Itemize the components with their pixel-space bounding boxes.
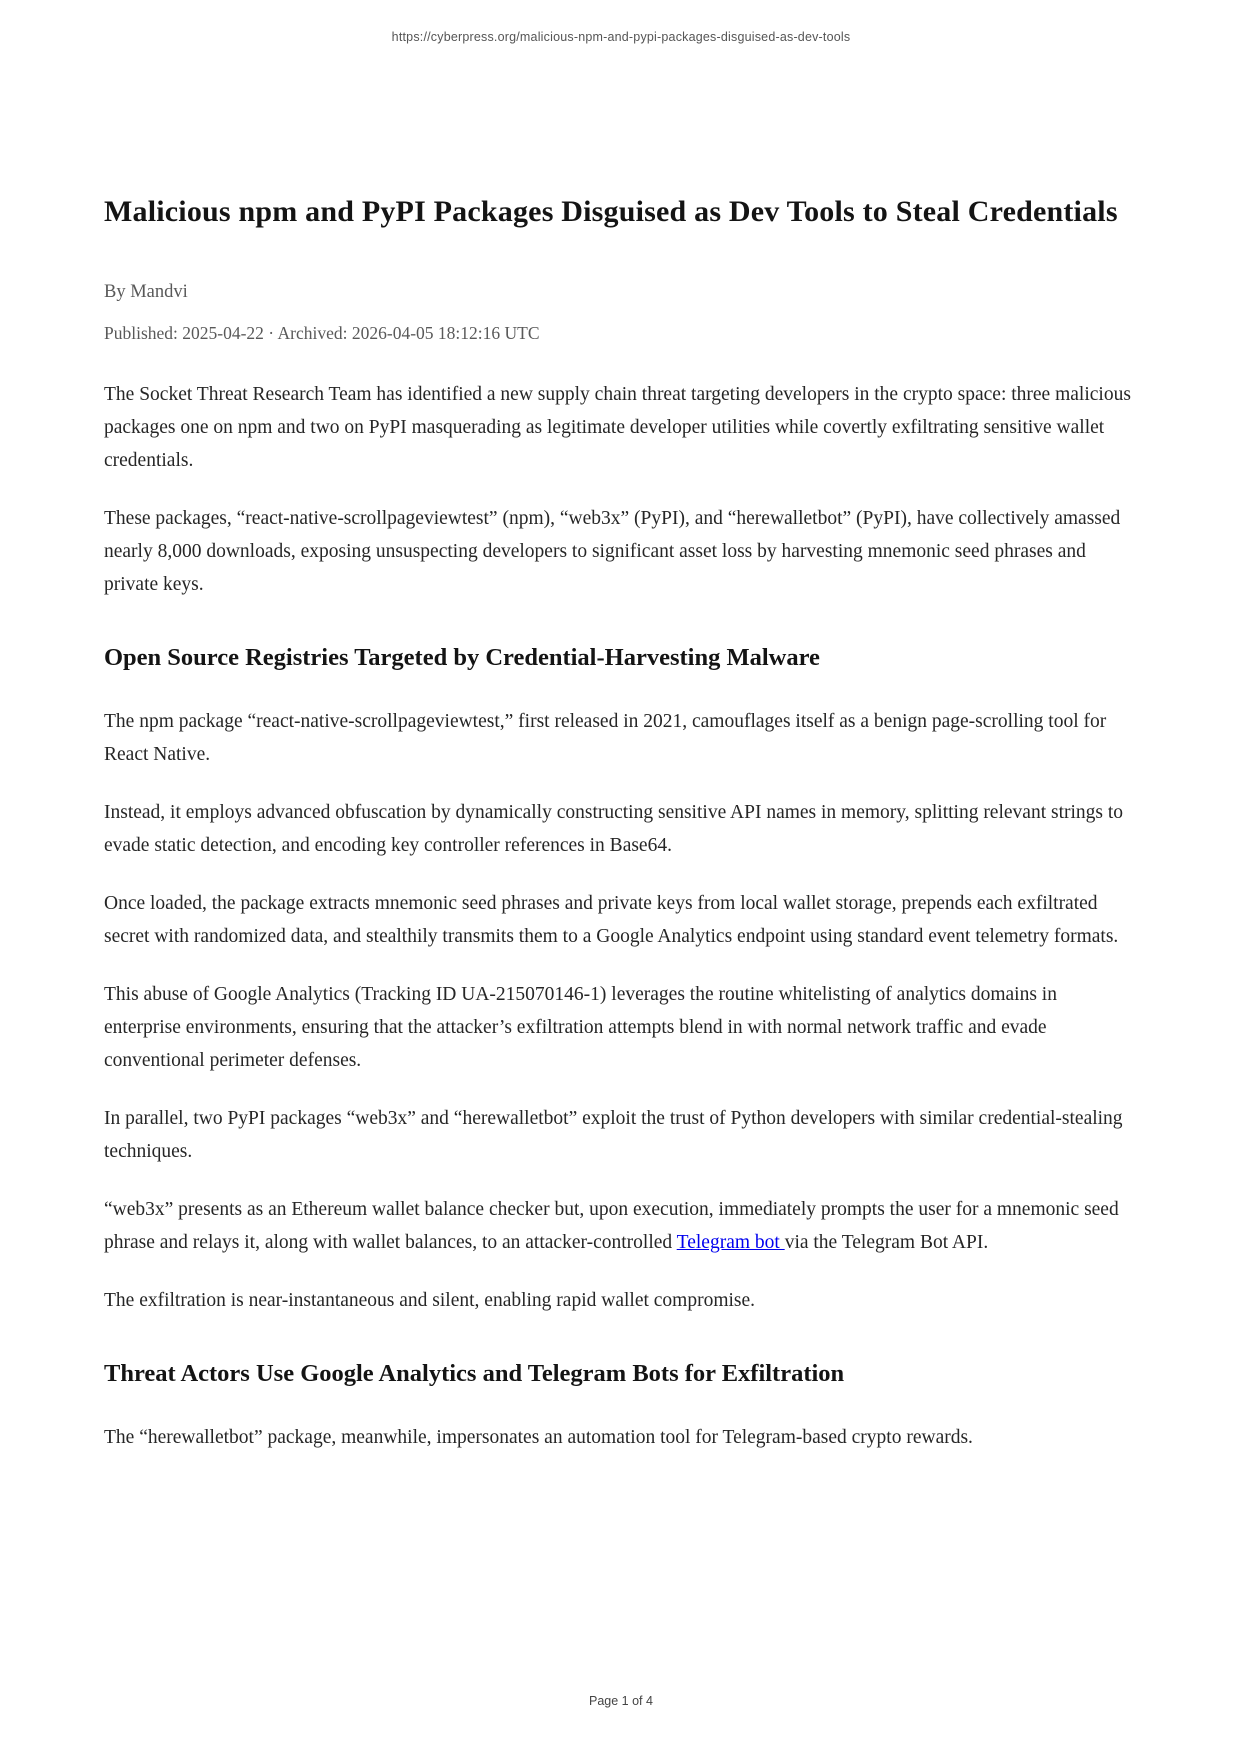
paragraph-text-after-link: via the Telegram Bot API. (784, 1231, 989, 1253)
paragraph: The “herewalletbot” package, meanwhile, impersonates an automation tool for Telegram-based crypto rewards. (104, 1426, 973, 1448)
page-title: Malicious npm and PyPI Packages Disguised as Dev Tools to Steal Credentials (104, 195, 1118, 228)
published-archived-line: Published: 2025-04-22 · Archived: 2026-04-05 18:12:16 UTC (104, 322, 540, 343)
paragraph-with-link (104, 1193, 1138, 1259)
telegram-bot-link[interactable]: Telegram bot (676, 1231, 785, 1253)
paragraph: Once loaded, the package extracts mnemonic seed phrases and private keys from local wallet storage, prepends each exfiltrated secret with randomized data, and stealthily transmits them to a Google Analytics endpoint using standard event telemetry formats. (104, 892, 1119, 947)
paragraph: The npm package “react-native-scrollpageviewtest,” first released in 2021, camouflages itself as a benign page-scrolling tool for React Native. (104, 710, 1107, 765)
paragraph: Instead, it employs advanced obfuscation by dynamically constructing sensitive API names in memory, splitting relevant strings to evade static detection, and encoding key controller references in Base64. (104, 801, 1124, 856)
paragraph: The Socket Threat Research Team has identified a new supply chain threat targeting developers in the crypto space: three malicious packages one on npm and two on PyPI masquerading as legitimate developer utilities while covertly exfiltrating sensitive wallet credentials. (104, 383, 1131, 471)
page-number-footer: Page 1 of 4 (589, 1694, 653, 1708)
paragraph: These packages, “react-native-scrollpageviewtest” (npm), “web3x” (PyPI), and “herewalletbot” (PyPI), have collectively amassed nearly 8,000 downloads, exposing unsuspecting developers to significant asset loss by harvesting mnemonic seed phrases and private keys. (104, 507, 1121, 595)
paragraph: In parallel, two PyPI packages “web3x” and “herewalletbot” exploit the trust of Python developers with similar credential-stealing techniques. (104, 1107, 1123, 1162)
byline: By Mandvi (104, 281, 188, 302)
article-body (0, 186, 1242, 1454)
paragraph: This abuse of Google Analytics (Tracking ID UA-215070146-1) leverages the routine whitelisting of analytics domains in enterprise environments, ensuring that the attacker’s exfiltration attempts blend in with normal network traffic and evade conventional perimeter defenses. (104, 983, 1057, 1071)
paragraph: The exfiltration is near-instantaneous and silent, enabling rapid wallet compromise. (104, 1289, 756, 1311)
section-heading: Open Source Registries Targeted by Credential-Harvesting Malware (104, 643, 820, 671)
paragraph-text-before-link: “web3x” presents as an Ethereum wallet balance checker but, upon execution, immediately prompts the user for a mnemonic seed phrase and relays it, along with wallet balances, to an attacker-controlled (104, 1198, 1119, 1253)
section-heading: Threat Actors Use Google Analytics and Telegram Bots for Exfiltration (104, 1359, 845, 1387)
print-header-url: https://cyberpress.org/malicious-npm-and-pypi-packages-disguised-as-dev-tools (391, 30, 851, 44)
